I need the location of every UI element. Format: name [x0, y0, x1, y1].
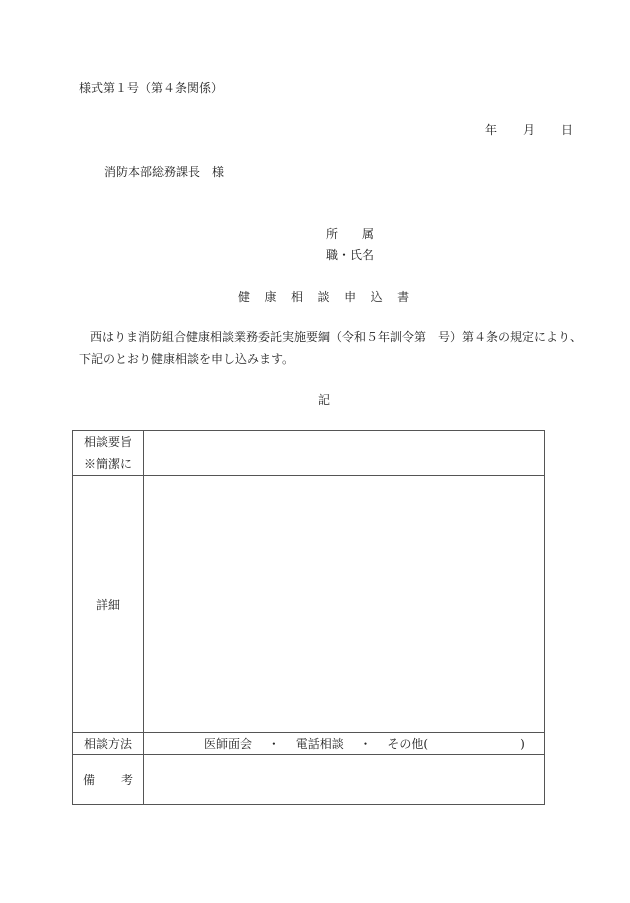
summary-label [73, 431, 144, 476]
summary-field[interactable] [144, 431, 545, 476]
table-row-details [73, 476, 545, 733]
title-char: 書 [397, 290, 410, 304]
title-char: 相 [291, 290, 304, 304]
addressee: 消防本部総務課長 様 [104, 165, 225, 179]
table-row-remarks [73, 755, 545, 805]
summary-label-line-1: 相談要旨 [83, 435, 132, 449]
separator: ・ [267, 737, 280, 751]
body-text-line-1: 西はりま消防組合健康相談業務委託実施要綱（令和５年訓令第 号）第４条の規定により、 [90, 330, 583, 344]
title-char: 康 [264, 290, 277, 304]
title-char: 談 [317, 290, 330, 304]
name-label: 職・氏名 [326, 248, 375, 262]
date-day: 日 [561, 123, 574, 137]
summary-label-line-2: ※簡潔に [83, 457, 132, 471]
body-text-line-2: 下記のとおり健康相談を申し込みます。 [79, 352, 295, 366]
table-row-method [73, 733, 545, 755]
details-field[interactable] [144, 476, 545, 733]
date-month: 月 [523, 123, 536, 137]
remarks-char-1: 備 [82, 773, 95, 787]
form-number: 様式第１号（第４条関係） [79, 81, 224, 95]
application-table [72, 430, 545, 805]
date-year: 年 [485, 123, 498, 137]
remarks-char-2: 考 [121, 773, 134, 787]
remarks-label [73, 755, 144, 805]
option-doctor-meeting[interactable]: 医師面会 [204, 737, 253, 751]
other-close-paren: ) [520, 737, 525, 751]
affiliation-label [326, 228, 374, 240]
table-row-summary [73, 431, 545, 476]
option-phone[interactable]: 電話相談 [295, 737, 344, 751]
document-title [238, 291, 409, 303]
affiliation-char-2: 属 [362, 227, 375, 241]
ki-heading: 記 [318, 393, 331, 407]
separator: ・ [359, 737, 372, 751]
option-other[interactable]: その他( [387, 737, 429, 751]
details-label: 詳細 [73, 476, 144, 733]
method-label: 相談方法 [73, 733, 144, 755]
title-char: 健 [238, 290, 251, 304]
date-field [485, 124, 573, 136]
affiliation-char-1: 所 [326, 227, 339, 241]
title-char: 申 [344, 290, 357, 304]
title-char: 込 [370, 290, 383, 304]
remarks-field[interactable] [144, 755, 545, 805]
method-options [144, 733, 545, 755]
